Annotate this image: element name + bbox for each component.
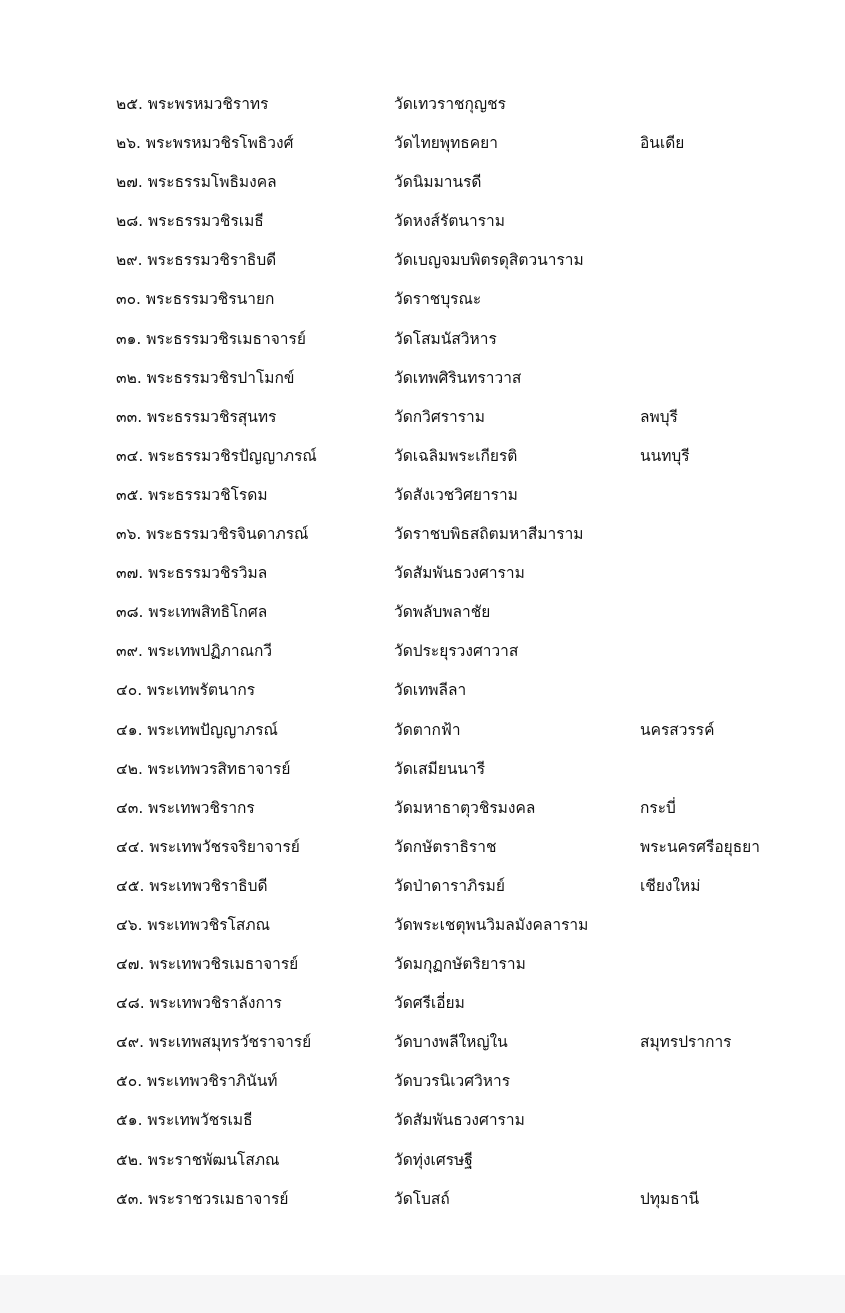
location-name: กระบี่	[640, 798, 676, 817]
temple-name: วัดป่าดาราภิรมย์	[394, 876, 505, 895]
location-name: ปทุมธานี	[640, 1189, 700, 1208]
temple-name: วัดเทพศิรินทราวาส	[394, 368, 522, 387]
list-item	[0, 554, 845, 593]
list-item	[0, 828, 845, 867]
temple-name: วัดโสมนัสวิหาร	[394, 329, 497, 348]
list-item	[0, 867, 845, 906]
temple-name: วัดไทยพุทธคยา	[394, 134, 498, 153]
monk-name: ๕๓. พระราชวรเมธาจารย์	[116, 1189, 289, 1208]
list-item	[0, 320, 845, 359]
monk-name: ๕๐. พระเทพวชิราภินันท์	[116, 1072, 278, 1091]
temple-name: วัดบวรนิเวศวิหาร	[394, 1072, 511, 1091]
list-item	[0, 85, 845, 124]
temple-name: วัดสัมพันธวงศาราม	[394, 564, 525, 583]
temple-name: วัดนิมมานรดี	[394, 173, 482, 192]
temple-name: วัดประยุรวงศาวาส	[394, 642, 519, 661]
temple-name: วัดสังเวชวิศยาราม	[394, 485, 518, 504]
list-item	[0, 906, 845, 945]
list-item	[0, 711, 845, 750]
location-name: สมุทรปราการ	[640, 1033, 732, 1052]
monk-name: ๔๐. พระเทพรัตนากร	[116, 681, 256, 700]
temple-name: วัดมหาธาตุวชิรมงคล	[394, 798, 536, 817]
list-item	[0, 1101, 845, 1140]
temple-name: วัดพลับพลาชัย	[394, 603, 491, 622]
monk-name: ๒๖. พระพรหมวชิรโพธิวงศ์	[116, 134, 294, 153]
list-item	[0, 671, 845, 710]
monk-name: ๓๙. พระเทพปฏิภาณกวี	[116, 642, 273, 661]
monk-name: ๔๓. พระเทพวชิรากร	[116, 798, 255, 817]
monk-name: ๓๕. พระธรรมวชิโรดม	[116, 485, 268, 504]
temple-name: วัดเฉลิมพระเกียรติ	[394, 446, 518, 465]
monk-name: ๓๓. พระธรรมวชิรสุนทร	[116, 407, 277, 426]
location-name: อินเดีย	[640, 134, 685, 153]
list-item	[0, 1023, 845, 1062]
monk-name: ๔๙. พระเทพสมุทรวัชราจารย์	[116, 1033, 312, 1052]
temple-name: วัดเทพลีลา	[394, 681, 467, 700]
list-item	[0, 632, 845, 671]
monk-name: ๔๑. พระเทพปัญญาภรณ์	[116, 720, 278, 739]
monk-name: ๓๔. พระธรรมวชิรปัญญาภรณ์	[116, 446, 317, 465]
temple-name: วัดสัมพันธวงศาราม	[394, 1111, 525, 1130]
temple-name: วัดราชบพิธสถิตมหาสีมาราม	[394, 525, 584, 544]
monk-name: ๒๘. พระธรรมวชิรเมธี	[116, 212, 264, 231]
list-item	[0, 241, 845, 280]
location-name: นนทบุรี	[640, 446, 690, 465]
list-item	[0, 593, 845, 632]
list-item	[0, 1062, 845, 1101]
monk-name: ๔๒. พระเทพวรสิทธาจารย์	[116, 759, 291, 778]
temple-name: วัดพระเชตุพนวิมลมังคลาราม	[394, 915, 589, 934]
monk-name: ๔๖. พระเทพวชิรโสภณ	[116, 915, 270, 934]
location-name: นครสวรรค์	[640, 720, 715, 739]
monk-name: ๔๘. พระเทพวชิราลังการ	[116, 994, 282, 1013]
monk-name: ๔๗. พระเทพวชิรเมธาจารย์	[116, 955, 299, 974]
temple-name: วัดหงส์รัตนาราม	[394, 212, 505, 231]
location-name: เชียงใหม่	[640, 876, 701, 895]
list-item	[0, 398, 845, 437]
temple-name: วัดมกุฏกษัตริยาราม	[394, 955, 526, 974]
temple-name: วัดทุ่งเศรษฐี	[394, 1150, 473, 1169]
temple-name: วัดเสมียนนารี	[394, 759, 486, 778]
list-item	[0, 750, 845, 789]
monk-name: ๕๒. พระราชพัฒนโสภณ	[116, 1150, 280, 1169]
temple-name: วัดกวิศราราม	[394, 407, 485, 426]
temple-name: วัดเทวราชกุญชร	[394, 95, 506, 113]
monk-name: ๓๒. พระธรรมวชิรปาโมกข์	[116, 368, 295, 387]
list-item	[0, 124, 845, 163]
list-item	[0, 945, 845, 984]
list-item	[0, 437, 845, 476]
list-item	[0, 359, 845, 398]
list-item	[0, 789, 845, 828]
monk-name: ๓๗. พระธรรมวชิรวิมล	[116, 564, 268, 583]
monk-list	[0, 85, 845, 1219]
monk-name: ๓๑. พระธรรมวชิรเมธาจารย์	[116, 329, 306, 348]
temple-name: วัดราชบุรณะ	[394, 290, 482, 309]
monk-name: ๕๑. พระเทพวัชรเมธี	[116, 1111, 253, 1130]
temple-name: วัดบางพลีใหญ่ใน	[394, 1033, 508, 1052]
list-item	[0, 1141, 845, 1180]
monk-name: ๔๔. พระเทพวัชรจริยาจารย์	[116, 837, 300, 856]
location-name: พระนครศรีอยุธยา	[640, 837, 760, 856]
monk-name: ๒๗. พระธรรมโพธิมงคล	[116, 173, 277, 192]
monk-name: ๓๘. พระเทพสิทธิโกศล	[116, 603, 268, 622]
temple-name: วัดตากฟ้า	[394, 720, 461, 739]
list-item	[0, 202, 845, 241]
location-name: ลพบุรี	[640, 407, 678, 426]
temple-name: วัดเบญจมบพิตรดุสิตวนาราม	[394, 251, 584, 270]
list-item	[0, 476, 845, 515]
list-item	[0, 163, 845, 202]
list-item	[0, 984, 845, 1023]
monk-name: ๓๐. พระธรรมวชิรนายก	[116, 290, 275, 309]
list-item	[0, 1180, 845, 1219]
temple-name: วัดโบสถ์	[394, 1189, 450, 1208]
viewer-bottom-bar	[0, 1275, 845, 1313]
monk-name: ๔๕. พระเทพวชิราธิบดี	[116, 876, 268, 895]
temple-name: วัดกษัตราธิราช	[394, 837, 497, 856]
temple-name: วัดศรีเอี่ยม	[394, 994, 465, 1013]
list-item	[0, 280, 845, 319]
monk-name: ๒๕. พระพรหมวชิราทร	[116, 95, 269, 113]
monk-name: ๒๙. พระธรรมวชิราธิบดี	[116, 251, 277, 270]
monk-name: ๓๖. พระธรรมวชิรจินดาภรณ์	[116, 525, 309, 544]
list-item	[0, 515, 845, 554]
